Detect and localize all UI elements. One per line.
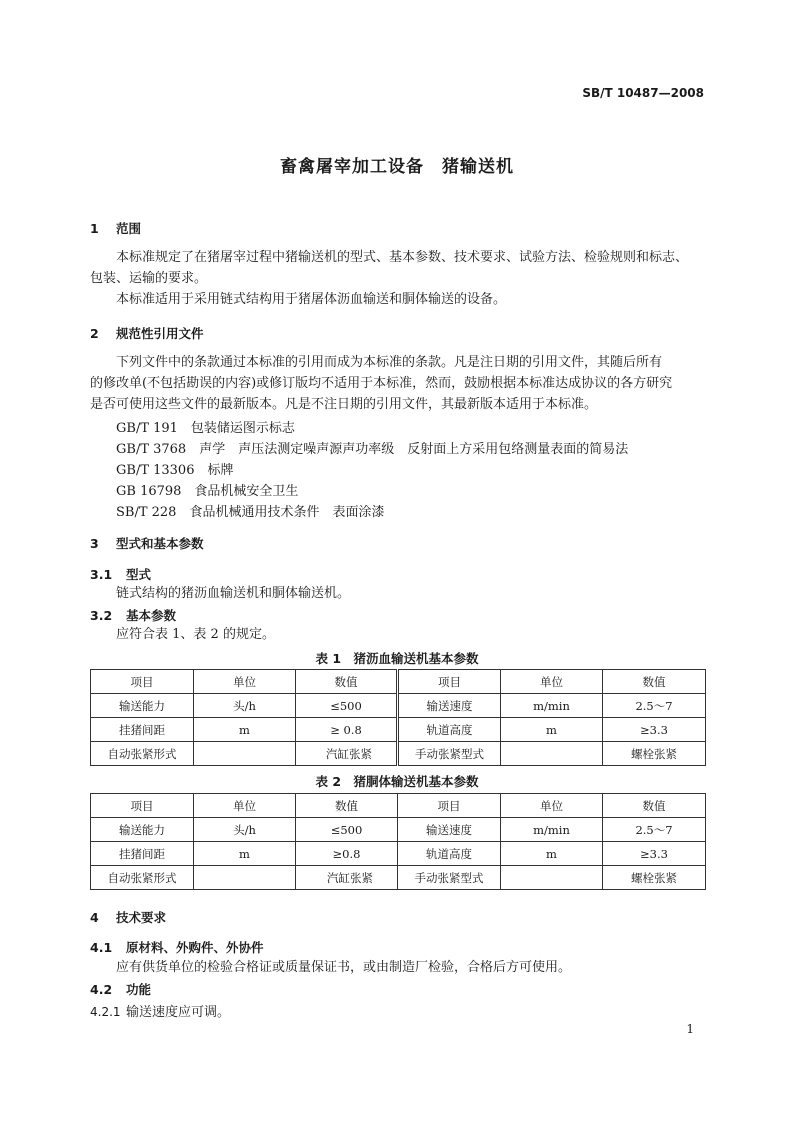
table-cell: 自动张紧形式 [91, 866, 194, 890]
table-row [91, 694, 706, 718]
standard-code: SB/T 10487—2008 [582, 86, 704, 100]
paragraph: 应有供货单位的检验合格证或质量保证书，或由制造厂检验，合格后方可使用。 [116, 960, 572, 975]
table-cell: 手动张紧型式 [398, 866, 501, 890]
table-row [91, 670, 706, 694]
reference-item: GB 16798 食品机械安全卫生 [116, 484, 299, 499]
section-4-2-heading [90, 980, 151, 998]
table-row [91, 794, 706, 818]
table-cell: m [194, 718, 296, 742]
table-row [91, 866, 706, 890]
table-2 [90, 793, 706, 890]
section-2-body [90, 352, 710, 415]
table-cell: 输送速度 [398, 818, 501, 842]
table-cell: ≤500 [296, 694, 398, 718]
table-cell: 2.5～7 [603, 694, 706, 718]
table-cell: 数值 [603, 794, 706, 818]
table-cell: m/min [501, 818, 603, 842]
table-cell: 输送能力 [91, 694, 194, 718]
table-1 [90, 669, 706, 766]
paragraph: 本标准适用于采用链式结构用于猪屠体沥血输送和胴体输送的设备。 [116, 292, 507, 307]
section-title: 功能 [126, 982, 152, 997]
table-cell: ≥3.3 [603, 842, 706, 866]
table-cell: 2.5～7 [603, 818, 706, 842]
table-cell [501, 742, 603, 766]
section-number: 3.2 [90, 608, 113, 623]
section-number: 1 [90, 221, 99, 236]
section-4-1-heading [90, 938, 264, 956]
paragraph: 是否可使用这些文件的最新版本。凡是不注日期的引用文件，其最新版本适用于本标准。 [90, 397, 598, 412]
section-4-2-1 [90, 1001, 230, 1020]
table-row [91, 818, 706, 842]
table-row [91, 842, 706, 866]
table-cell [194, 866, 296, 890]
section-number: 4.2.1 [90, 1005, 121, 1019]
table-row [91, 718, 706, 742]
table-cell: 自动张紧形式 [91, 742, 194, 766]
table-cell: ≥3.3 [603, 718, 706, 742]
table-cell: 数值 [296, 794, 398, 818]
table-cell: 数值 [603, 670, 706, 694]
table-cell [194, 742, 296, 766]
table-cell: 螺栓张紧 [603, 742, 706, 766]
section-3-1-heading [90, 565, 151, 583]
section-number: 4 [90, 910, 99, 925]
reference-item: GB/T 191 包装储运图示标志 [116, 421, 295, 436]
table-cell: 单位 [501, 794, 603, 818]
reference-item: GB/T 13306 标牌 [116, 463, 234, 478]
table-cell: 挂猪间距 [91, 842, 194, 866]
section-1-body [90, 247, 710, 310]
paragraph: 链式结构的猪沥血输送机和胴体输送机。 [116, 586, 351, 601]
table-cell: 项目 [91, 794, 194, 818]
table-cell: 汽缸张紧 [296, 742, 398, 766]
paragraph: 输送速度应可调。 [126, 1005, 231, 1020]
section-1-heading [90, 219, 141, 237]
table-cell: 螺栓张紧 [603, 866, 706, 890]
table-cell: 单位 [501, 670, 603, 694]
table-cell: 项目 [398, 670, 501, 694]
section-3-heading [90, 534, 204, 552]
section-title: 技术要求 [116, 910, 167, 925]
section-3-2-heading [90, 606, 176, 624]
table-row [91, 742, 706, 766]
table-cell: m [501, 718, 603, 742]
table-1-caption: 表 1 猪沥血输送机基本参数 [315, 651, 479, 666]
table-cell: ≥ 0.8 [296, 718, 398, 742]
table-cell: m [194, 842, 296, 866]
section-title: 规范性引用文件 [116, 326, 204, 341]
table-cell: 汽缸张紧 [296, 866, 398, 890]
paragraph: 应符合表 1、表 2 的规定。 [116, 627, 275, 642]
table-cell: 数值 [296, 670, 398, 694]
section-title: 基本参数 [126, 608, 177, 623]
table-2-caption: 表 2 猪胴体输送机基本参数 [315, 774, 479, 789]
reference-item: GB/T 3768 声学 声压法测定噪声源声功率级 反射面上方采用包络测量表面的简易法 [116, 442, 629, 457]
section-number: 4.1 [90, 940, 113, 955]
table-cell: ≥0.8 [296, 842, 398, 866]
paragraph: 包装、运输的要求。 [90, 271, 208, 286]
table-cell: 头/h [194, 694, 296, 718]
table-cell: ≤500 [296, 818, 398, 842]
table-cell: 项目 [91, 670, 194, 694]
section-title: 范围 [116, 221, 142, 236]
table-cell: 项目 [398, 794, 501, 818]
table-cell: 输送能力 [91, 818, 194, 842]
section-number: 3 [90, 536, 99, 551]
section-number: 4.2 [90, 982, 113, 997]
paragraph: 本标准规定了在猪屠宰过程中猪输送机的型式、基本参数、技术要求、试验方法、检验规则和标志、 [116, 250, 689, 265]
table-cell: 轨道高度 [398, 842, 501, 866]
table-cell: 头/h [194, 818, 296, 842]
paragraph: 下列文件中的条款通过本标准的引用而成为本标准的条款。凡是注日期的引用文件，其随后所有 [116, 355, 663, 370]
table-cell: 单位 [194, 794, 296, 818]
section-number: 3.1 [90, 567, 113, 582]
section-number: 2 [90, 326, 99, 341]
table-cell: 输送速度 [398, 694, 501, 718]
table-cell [501, 866, 603, 890]
table-cell: m [501, 842, 603, 866]
paragraph: 的修改单(不包括勘误的内容)或修订版均不适用于本标准，然而，鼓励根据本标准达成协议的各方研究 [90, 376, 673, 391]
reference-item: SB/T 228 食品机械通用技术条件 表面涂漆 [116, 505, 385, 520]
table-cell: 挂猪间距 [91, 718, 194, 742]
page-number: 1 [686, 1022, 694, 1036]
table-cell: 单位 [194, 670, 296, 694]
table-cell: m/min [501, 694, 603, 718]
section-title: 型式和基本参数 [116, 536, 204, 551]
document-title: 畜禽屠宰加工设备 猪输送机 [280, 157, 514, 177]
table-cell: 轨道高度 [398, 718, 501, 742]
section-title: 型式 [126, 567, 152, 582]
section-2-heading [90, 324, 204, 342]
section-4-heading [90, 908, 166, 926]
section-title: 原材料、外购件、外协件 [126, 940, 264, 955]
table-cell: 手动张紧型式 [398, 742, 501, 766]
